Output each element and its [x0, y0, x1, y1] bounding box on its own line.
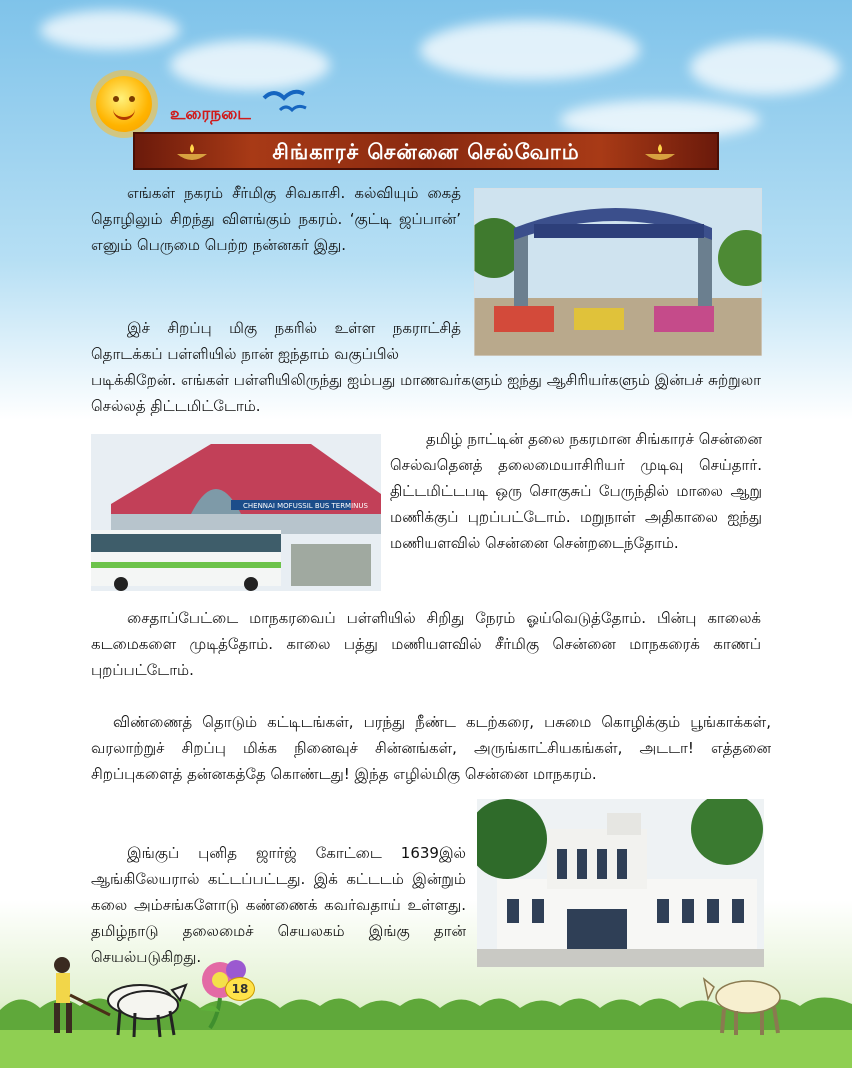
paragraph-6: இங்குப் புனித ஜார்ஜ் கோட்டை 1639இல் ஆங்கிலேயரால் கட்டப்பட்டது. இக் கட்டடம் இன்றும் கலை அம்சங்களோடு கண்ணைக் கவர்வதாய் உள்ளது. தமிழ்நாடு தலைமைச் செயலகம் இங்கு தான் செயல்படுகிறது. — [91, 844, 466, 966]
paragraph-1: எங்கள் நகரம் சீர்மிகு சிவகாசி. கல்வியும் கைத் தொழிலும் சிறந்து விளங்கும் நகரம். ‘குட்டி ஜப்பான்’ எனும் பெருமை பெற்ற நன்னகர் இது. — [91, 184, 461, 254]
paragraph-2a: இச் சிறப்பு மிகு நகரில் உள்ள நகராட்சித் தொடக்கப் பள்ளியில் நான் ஐந்தாம் வகுப்பில் — [91, 319, 461, 363]
bus-terminus-sign: CHENNAI MOFUSSIL BUS TERMINUS — [243, 502, 368, 510]
page-number: 18 — [225, 977, 255, 1001]
paragraph-4: சைதாப்பேட்டை மாநகரவைப் பள்ளியில் சிறிது நேரம் ஓய்வெடுத்தோம். பின்பு காலைக் கடமைகளை முடித்தோம். காலை பத்து மணியளவில் சீர்மிகு சென்னை மாநகரைக் காணப் புறப்பட்டோம். — [91, 609, 761, 679]
paragraph-2b: படிக்கிறேன். எங்கள் பள்ளியிலிருந்து ஐம்பது மாணவர்களும் ஐந்து ஆசிரியர்களும் இன்பச் சுற்றுலா செல்லத் திட்டமிட்டோம். — [91, 371, 761, 415]
title-banner — [133, 132, 719, 170]
oil-lamp-icon — [643, 142, 677, 164]
section-category: உரைநடை — [170, 104, 251, 124]
city-arch-gate-photo — [474, 188, 762, 356]
cow-icon — [700, 965, 790, 1037]
bus-terminus-photo — [91, 434, 381, 591]
paragraph-3: தமிழ் நாட்டின் தலை நகரமான சிங்காரச் சென்னை செல்வதெனத் தலைமையாசிரியர் முடிவு செய்தார். திட்டமிட்டபடி ஒரு சொகுசுப் பேருந்தில் மாலை ஆறு மணிக்குப் புறப்பட்டோம். மறுநாள் அதிகாலை ஐந்து மணியளவில் சென்னை சென்றடைந்தோம். — [390, 430, 762, 552]
birds-icon — [262, 84, 312, 118]
page-title: சிங்காரச் சென்னை செல்வோம் — [272, 140, 580, 164]
cloud — [690, 40, 840, 95]
farmer-with-oxen-icon — [40, 945, 190, 1040]
paragraph-5: விண்ணைத் தொடும் கட்டிடங்கள், பரந்து நீண்ட கடற்கரை, பசுமை கொழிக்கும் பூங்காக்கள், வரலாற்றுச் சிறப்பு மிக்க நினைவுச் சின்னங்கள், அருங்காட்சியகங்கள், அடடா! எத்தனை சிறப்புகளைத் தன்னகத்தே கொண்டது! இந்த எழில்மிகு சென்னை மாநகரம். — [91, 713, 771, 783]
cloud — [420, 20, 640, 80]
cloud — [40, 10, 180, 50]
cloud — [170, 40, 330, 90]
fort-st-george-photo — [477, 799, 764, 967]
sun-mascot-icon — [96, 76, 152, 132]
